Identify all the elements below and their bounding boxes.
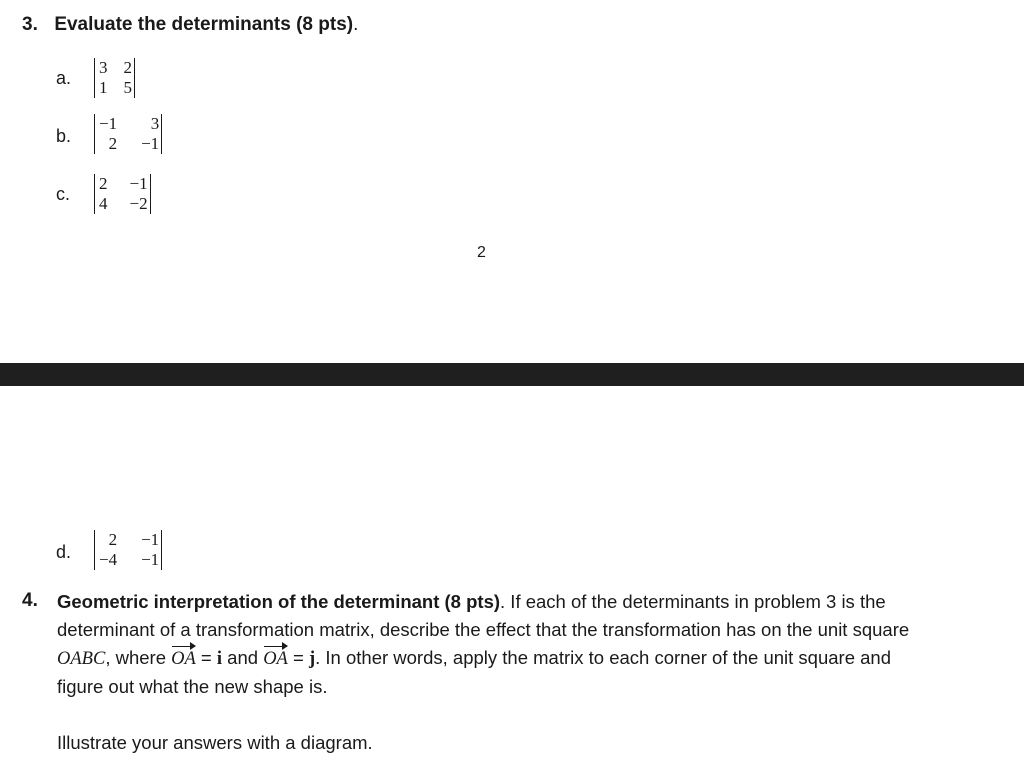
matrix-cell: 3 bbox=[150, 114, 160, 133]
question-title-period: . bbox=[353, 14, 359, 35]
question-title: Geometric interpretation of the determinant (8 pts) bbox=[57, 591, 501, 612]
vector-oa: OA bbox=[263, 645, 288, 673]
item-letter: c. bbox=[56, 184, 71, 204]
question-text: and bbox=[222, 647, 264, 668]
matrix-cell: 2 bbox=[99, 174, 108, 193]
unit-vector-i: i bbox=[216, 649, 223, 669]
equals-sign: = bbox=[287, 647, 309, 668]
determinant-d bbox=[94, 530, 162, 570]
unit-vector-j: j bbox=[308, 649, 316, 669]
question-title: Evaluate the determinants (8 pts) bbox=[54, 14, 354, 35]
matrix-cell: −1 bbox=[99, 114, 118, 133]
matrix-cell: 1 bbox=[99, 78, 108, 97]
determinant-a bbox=[94, 58, 135, 98]
matrix-cell: −1 bbox=[129, 174, 148, 193]
square-name: OABC bbox=[57, 649, 106, 669]
matrix-cell: −1 bbox=[141, 550, 160, 569]
vector-oa: OA bbox=[171, 645, 196, 673]
matrix-cell: 4 bbox=[99, 194, 108, 213]
matrix-cell: 2 bbox=[123, 58, 132, 77]
matrix-cell: 3 bbox=[99, 58, 108, 77]
matrix-cell: −1 bbox=[141, 530, 160, 549]
page-number: 2 bbox=[477, 244, 486, 261]
question-number: 4. bbox=[22, 590, 38, 611]
matrix-cell: −2 bbox=[129, 194, 148, 213]
matrix-cell: 5 bbox=[123, 78, 132, 97]
question-3-heading bbox=[22, 14, 358, 36]
determinant-c bbox=[94, 174, 151, 214]
question-text: . If each of the determinants in problem 3 is the determinant of a transformation matrix, describe the effect that the transformation has on the unit square bbox=[57, 591, 910, 640]
determinant-b bbox=[94, 114, 162, 154]
item-letter: d. bbox=[56, 542, 72, 562]
matrix-cell: 2 bbox=[108, 530, 118, 549]
page-break-divider bbox=[0, 363, 1024, 386]
matrix-cell: −1 bbox=[141, 134, 160, 153]
question-text: . In other words, apply the matrix to each corner of the unit square and figure out what the new shape is. bbox=[57, 647, 892, 697]
illustrate-instruction: Illustrate your answers with a diagram. bbox=[57, 732, 373, 753]
item-letter: a. bbox=[56, 68, 72, 88]
question-text: , where bbox=[105, 647, 172, 668]
matrix-cell: −4 bbox=[99, 550, 118, 569]
item-letter: b. bbox=[56, 126, 72, 146]
question-4-paragraph bbox=[57, 588, 937, 701]
equals-sign: = bbox=[195, 647, 217, 668]
question-number: 3. bbox=[22, 14, 38, 35]
matrix-cell: 2 bbox=[108, 134, 118, 153]
